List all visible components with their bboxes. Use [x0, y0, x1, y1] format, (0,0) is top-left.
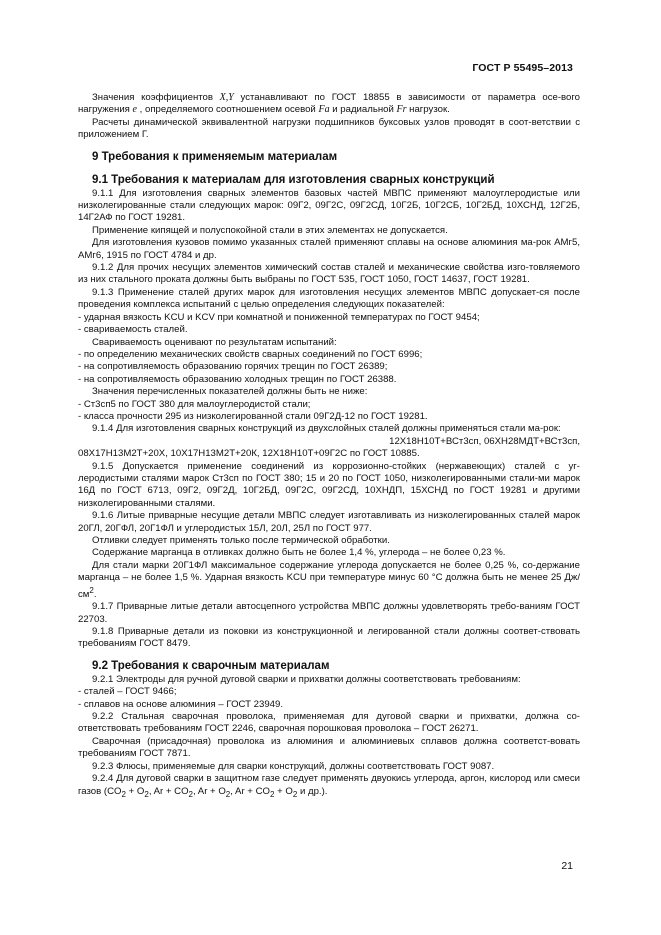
- clause-9-2-4: 9.2.4 Для дуговой сварки в защитном газе следует применять двуокись углерода, аргон, кислород или смеси газов ($CO_2 + O_2$, $Ar + CO_2$, $Ar + O_2$, $Ar + CO_2 + O_2$ и др.).: [78, 773, 580, 799]
- clause-9-1-4: 9.1.4 Для изготовления сварных конструкций из двухслойных сталей должны применяться стали ма-рок:: [92, 423, 561, 435]
- section-9-2-title: 9.2 Требования к сварочным материалам: [92, 659, 330, 672]
- clause-9-1-6-c: Содержание марганца в отливках должно быть не более 1,4 %, углерода – не более 0,23 %.: [92, 547, 506, 559]
- section-9-title: 9 Требования к применяемым материалам: [92, 150, 338, 163]
- section-9-1-title: 9.1 Требования к материалам для изготовления сварных конструкций: [92, 173, 495, 186]
- list-item: - на сопротивляемость образованию горячих трещин по ГОСТ 26389;: [78, 361, 388, 373]
- clause-9-1-1: 9.1.1 Для изготовления сварных элементов базовых частей МВПС применяют малоуглеродистые или низколегированные стали следующих марок: 09Г2, 09Г2С, 09Г2СД, 10Г2Б, 10Г2СБ, 10Г2БД, 10ХСНД, 12Г2Б, 14Г2АФ по ГОСТ 19281.: [78, 187, 580, 224]
- clause-9-2-1: 9.2.1 Электроды для ручной дуговой сварки и прихватки должны соответствовать требованиям:: [92, 673, 521, 685]
- list-item: - ударная вязкость KCU и KCV при комнатной и пониженной температурах по ГОСТ 9454;: [78, 311, 480, 323]
- clause-9-2-2-b: Сварочная (присадочная) проволока из алюминия и алюминиевых сплавов должна соответст-вовать требованиям ГОСТ 7871.: [78, 735, 580, 760]
- clause-9-1-7: 9.1.7 Приварные литые детали автосцепного устройства МВПС должны удовлетворять требо-ваниям ГОСТ 22703.: [78, 601, 580, 625]
- list-item: - по определению механических свойств сварных соединений по ГОСТ 6996;: [78, 348, 423, 360]
- list-item: - свариваемость сталей.: [78, 324, 188, 336]
- list-item: - Ст3сп5 по ГОСТ 380 для малоуглеродистой стали;: [78, 398, 311, 410]
- paragraph-calculations: Расчеты динамической эквивалентной нагрузки подшипников буксовых узлов проводят в соот-ветствии с приложением Г.: [78, 116, 580, 141]
- clause-9-1-3: 9.1.3 Применение сталей других марок для изготовления несущих элементов МВПС допускает-ся после проведения комплекса испытаний с целью определения следующих показателей:: [78, 286, 580, 311]
- standard-header: ГОСТ Р 55495–2013: [472, 62, 573, 74]
- clause-9-1-3-d: Значения перечисленных показателей должны быть не ниже:: [92, 386, 368, 398]
- clause-9-2-2: 9.2.2 Стальная сварочная проволока, применяемая для дуговой сварки и прихватки, должна со-ответствовать требованиям ГОСТ 2246, сварочная порошковая проволока – ГОСТ 26271.: [78, 711, 580, 735]
- clause-9-1-6-b: Отливки следует применять только после термической обработки.: [92, 535, 390, 546]
- page-number: 21: [561, 860, 573, 872]
- clause-9-1-1-b: Применение кипящей и полуспокойной стали в этих элементах не допускается.: [92, 224, 448, 236]
- clause-9-1-4-steels-cont: 08Х17Н13М2Т+20Х, 10Х17Н13М2Т+20К, 12Х18Н10Т+09Г2С по ГОСТ 10885.: [78, 448, 420, 460]
- clause-9-1-4-steels: 12Х18Н10Т+ВСт3сп, 06ХН28МДТ+ВСт3сп,: [389, 435, 580, 447]
- paragraph-coefficients: Значения коэффициентов X,Y устанавливают по ГОСТ 18855 в зависимости от параметра осе-вого нагружения e , определяемого соотношением осевой Fa и радиальной Fr нагрузок.: [78, 92, 580, 116]
- clause-9-1-2: 9.1.2 Для прочих несущих элементов химический состав сталей и механические свойства изго-товляемого из них стального проката должны быть выбраны по ГОСТ 535, ГОСТ 1050, ГОСТ 14637, ГОСТ 19281.: [78, 262, 580, 286]
- clause-9-1-8: 9.1.8 Приварные детали из поковки из конструкционной и легированной стали должны соответ-ствовать требованиям ГОСТ 8479.: [78, 626, 580, 650]
- clause-9-1-6: 9.1.6 Литые приварные несущие детали МВПС следует изготавливать из низколегированных сталей марок 20ГЛ, 20ГФЛ, 20Г1ФЛ и углеродистых 15Л, 20Л, 25Л по ГОСТ 977.: [78, 510, 580, 534]
- list-item: - на сопротивляемость образованию холодных трещин по ГОСТ 26388.: [78, 373, 397, 385]
- clause-9-1-5: 9.1.5 Допускается применение соединений из коррозионно-стойких (нержавеющих) сталей с уг-леродистыми сталями марок Ст3сп по ГОСТ 380; 15 и 20 по ГОСТ 1050, низколегированными стали-ми марок 16Д по ГОСТ 6713, 09Г2, 09Г2Д, 10Г2БД, 09Г2С, 09Г2СД, 10ХНДП, 15ХСНД по ГОСТ 19281 и другими низколегированными сталями.: [78, 460, 580, 509]
- clause-9-2-3: 9.2.3 Флюсы, применяемые для сварки конструкций, должны соответствовать ГОСТ 9087.: [92, 760, 495, 772]
- list-item: - сплавов на основе алюминия – ГОСТ 23949.: [78, 698, 284, 710]
- page-content: [78, 92, 580, 801]
- list-item: - класса прочности 295 из низколегированной стали 09Г2Д-12 по ГОСТ 19281.: [78, 410, 428, 422]
- clause-9-1-6-d: Для стали марки 20Г1ФЛ максимальное содержание углерода допускается не более 0,25 %, со-держание марганца – не более 1,5 %. Ударная вязкость KCU при температуре минус 60 °С должна быть не менее 25 $Дж/см^2$.: [78, 559, 580, 600]
- clause-9-1-1-c: Для изготовления кузовов помимо указанных сталей применяют сплавы на основе алюминия ма-рок АМг5, АМг6, 1915 по ГОСТ 4784 и др.: [78, 237, 580, 261]
- clause-9-1-3-c: Свариваемость оценивают по результатам испытаний:: [92, 336, 337, 348]
- list-item: - сталей – ГОСТ 9466;: [78, 686, 177, 698]
